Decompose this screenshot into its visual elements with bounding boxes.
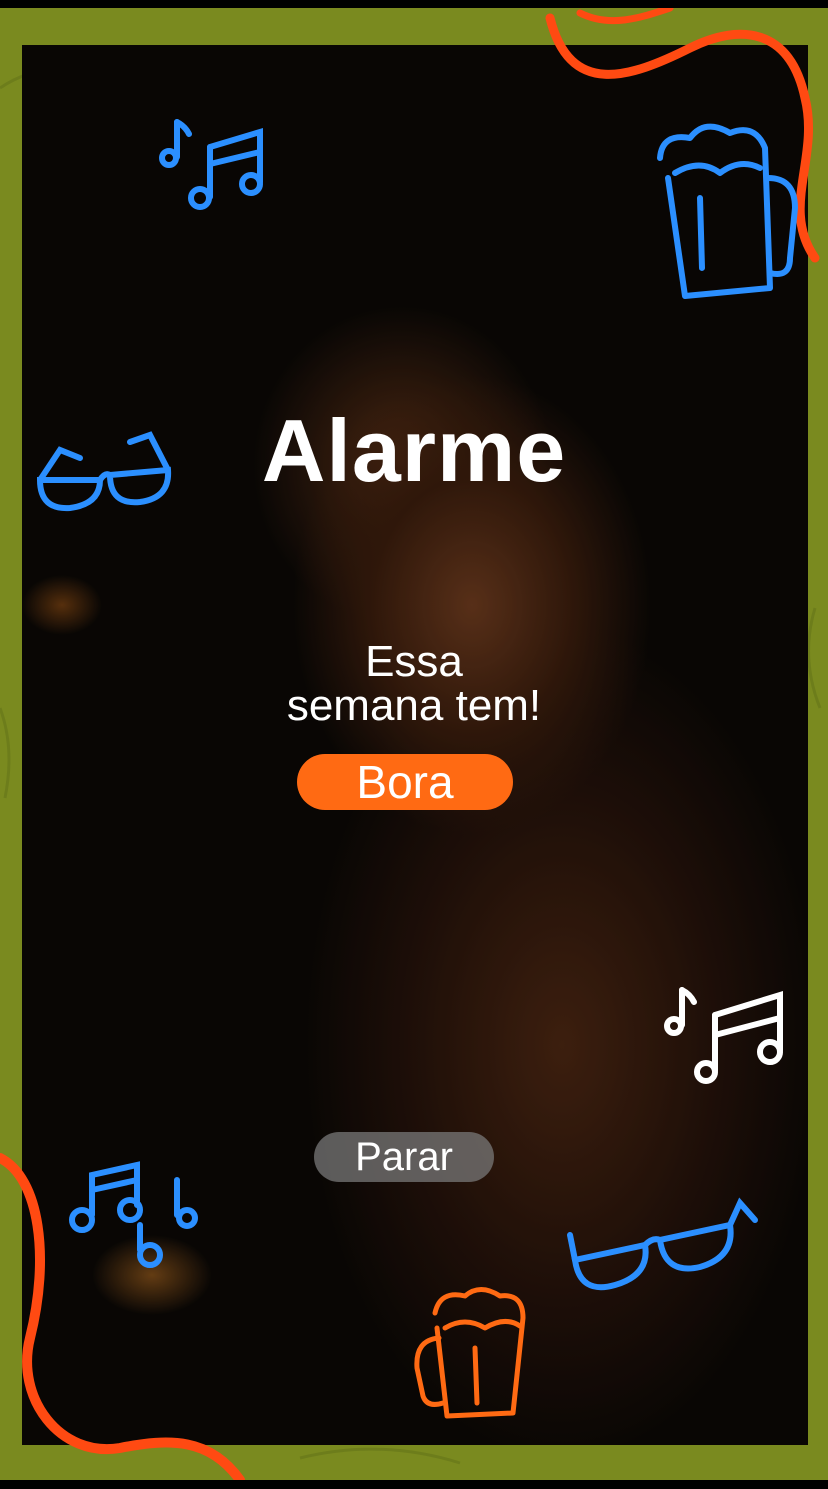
bora-button[interactable]: Bora [297,754,513,810]
beer-mug-icon [650,118,800,308]
bottom-edge [0,1480,828,1489]
music-notes-icon [155,112,275,212]
subtitle-line-2: semana tem! [286,681,542,730]
alarm-title: Alarme [261,401,567,500]
music-notes-icon [660,980,800,1090]
music-notes-icon [62,1150,202,1270]
subtitle-line-1: Essa [365,637,463,686]
sunglasses-icon [565,1195,765,1315]
alarm-subtitle [0,637,828,730]
beer-mug-icon [405,1278,535,1428]
stop-alarm-button[interactable]: Parar [314,1132,494,1182]
